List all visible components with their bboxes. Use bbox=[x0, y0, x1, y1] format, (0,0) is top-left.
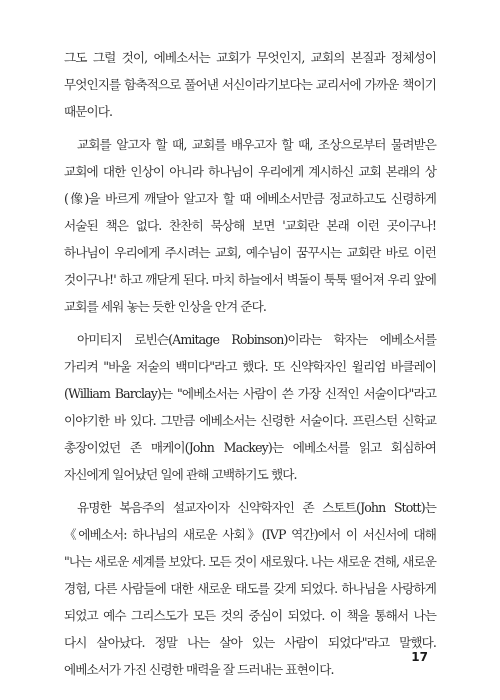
paragraph-church-image: 교회를 알고자 할 때, 교회를 배우고자 할 때, 조상으로부터 물려받은 교회에 대한 인상이 아니라 하나님이 우리에게 계시하신 교회 본래의 상(像)을 바르게 깨달아 알고자 할 때 에베소서만큼 정교하고도 신령하게 서술된 책은 없다. 찬찬히 묵상해 보면 '교회란 본래 이런 곳이구나! 하나님이 우리에게 주시려는 교회, 예수님이 꿈꾸시는 교회란 바로 이런 것이구나!' 하고 깨닫게 된다. 마치 하늘에서 벽돌이 툭툭 떨어져 우리 앞에 교회를 세워 놓는 듯한 인상을 안겨 준다. bbox=[64, 137, 436, 314]
paragraph-john-stott: 유명한 복음주의 설교자이자 신약학자인 존 스토트(John Stott)는 《에베소서: 하나님의 새로운 사회》(IVP 역간)에서 이 서신서에 대해 "나는 새로운 세계를 보았다. 모든 것이 새로웠다. 나는 새로운 견해, 새로운 경험, 다른 사람들에 대한 새로운 태도를 갖게 되었다. 하나님을 사랑하게 되었고 예수 그리스도가 모든 것의 중심이 되었다. 이 책을 통해서 나는 다시 살아났다. 정말 나는 살아 있는 사람이 되었다"라고 말했다. 에베소서가 가진 신령한 매력을 잘 드러내는 표현이다. bbox=[64, 500, 436, 677]
body-text bbox=[64, 44, 436, 683]
paragraph-scholars-quotes: 아미티지 로빈슨(Amitage Robinson)이라는 학자는 에베소서를 가리켜 "바울 저술의 백미다"라고 했다. 또 신약학자인 윌리엄 바클레이(William Barclay)는 "에베소서는 사람이 쓴 가장 신적인 서술이다"라고 이야기한 바 있다. 그만큼 에베소서는 신령한 서술이다. 프린스턴 신학교 총장이었던 존 매케이(John Mackey)는 에베소서를 읽고 회심하여 자신에게 일어났던 일에 관해 고백하기도 했다. bbox=[64, 332, 436, 482]
page-number: 17 bbox=[411, 650, 428, 664]
paragraph-continuation: 그도 그럴 것이, 에베소서는 교회가 무엇인지, 교회의 본질과 정체성이 무엇인지를 함축적으로 풀어낸 서신이라기보다는 교리서에 가까운 책이기 때문이다. bbox=[64, 50, 436, 119]
